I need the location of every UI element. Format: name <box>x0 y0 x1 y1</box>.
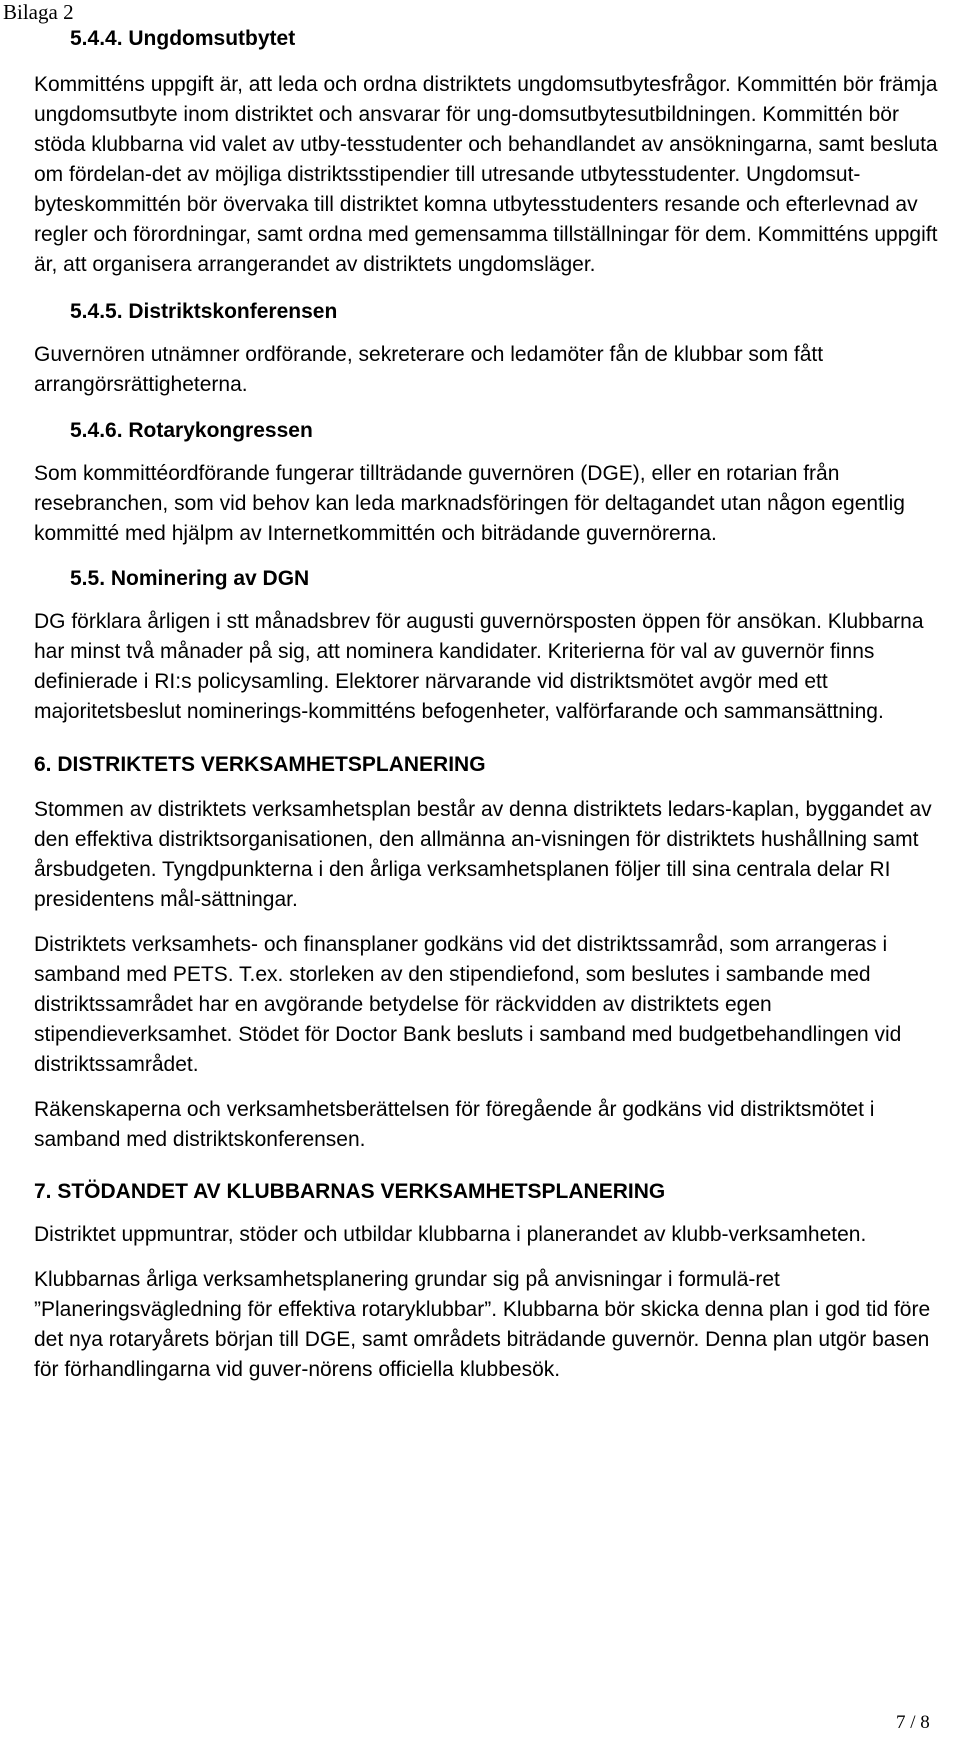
document-body <box>34 25 939 1385</box>
section-heading: 5.4.6. Rotarykongressen <box>70 419 313 442</box>
section-heading: 5.4.5. Distriktskonferensen <box>70 300 338 323</box>
section-5-4-4 <box>34 25 939 280</box>
appendix-label: Bilaga 2 <box>3 0 74 24</box>
section-5-4-6 <box>34 417 939 549</box>
section-7 <box>34 1178 939 1385</box>
paragraph: Klubbarnas årliga verksamhetsplanering grundar sig på anvisningar i formulä-ret ”Planeringsvägledning för effektiva rotaryklubbar”. Klubbarna bör skicka denna plan i god tid före det nya rotaryårets början till DGE, samt områdets biträdande guvernör. Denna plan utgör basen för förhandlingarna vid guver-nörens officiella klubbesök. <box>34 1268 931 1381</box>
section-5-4-5 <box>34 298 939 400</box>
paragraph: DG förklara årligen i stt månadsbrev för augusti guvernörsposten öppen för ansökan. Klubbarna har minst två månader på sig, att nominera kandidater. Kriterierna för val av guvernör finns definierade i RI:s policysamling. Elektorer närvarande vid distriktsmötet avgör med ett majoritetsbeslut nominerings-kommitténs befogenheter, valförfarande och sammansättning. <box>34 610 924 723</box>
paragraph: Räkenskaperna och verksamhetsberättelsen för föregående år godkäns vid distriktsmötet i samband med distriktskonferensen. <box>34 1098 875 1151</box>
paragraph: Distriktets verksamhets- och finansplaner godkäns vid det distriktssamråd, som arrangeras i samband med PETS. T.ex. storleken av den stipendiefond, som beslutes i sambande med distriktssamrådet har en avgörande betydelse för räckvidden av distriktets egen stipendieverksamhet. Stödet för Doctor Bank besluts i samband med budgetbehandlingen vid distriktssamrådet. <box>34 933 902 1076</box>
section-5-5 <box>34 565 939 727</box>
paragraph: Distriktet uppmuntrar, stöder och utbildar klubbarna i planerandet av klubb-verksamheten. <box>34 1223 867 1246</box>
chapter-heading: 7. STÖDANDET AV KLUBBARNAS VERKSAMHETSPLANERING <box>34 1180 666 1203</box>
section-heading: 5.4.4. Ungdomsutbytet <box>70 27 296 50</box>
paragraph: Kommitténs uppgift är, att leda och ordna distriktets ungdomsutbytesfrågor. Kommittén bör främja ungdomsutbyte inom distriktet och ansvarar för ung-domsutbytesutbildningen. Kommittén bör stöda klubbarna vid valet av utby-tesstudenter och behandlandet av ansökningarna, samt besluta om fördelan-det av möjliga distriktsstipendier till utresande utbytesstudenter. Ungdomsut-byteskommittén bör övervaka till distriktet komna utbytesstudenters resande och efterlevnad av regler och förordningar, samt ordna med gemensamma tillställningar för dem. Kommitténs uppgift är, att organisera arrangerandet av distriktets ungdomsläger. <box>34 73 938 276</box>
paragraph: Som kommittéordförande fungerar tillträdande guvernören (DGE), eller en rotarian från resebranchen, som vid behov kan leda marknadsföringen för deltagandet utan någon egentlig kommitté med hjälpm av Internetkommittén och biträdande guvernörerna. <box>34 462 905 545</box>
paragraph: Guvernören utnämner ordförande, sekreterare och ledamöter fån de klubbar som fått arrangörsrättigheterna. <box>34 343 824 396</box>
paragraph: Stommen av distriktets verksamhetsplan består av denna distriktets ledars-kaplan, byggandet av den effektiva distriktsorganisationen, den allmänna an-visningen för distriktets hushållning samt årsbudgeten. Tyngdpunkterna i den årliga verksamhetsplanen följer till sina centrala delar RI presidentens mål-sättningar. <box>34 798 932 911</box>
chapter-heading: 6. DISTRIKTETS VERKSAMHETSPLANERING <box>34 753 486 776</box>
section-6 <box>34 751 939 1155</box>
page-number: 7 / 8 <box>896 1712 930 1733</box>
section-heading: 5.5. Nominering av DGN <box>70 567 310 590</box>
